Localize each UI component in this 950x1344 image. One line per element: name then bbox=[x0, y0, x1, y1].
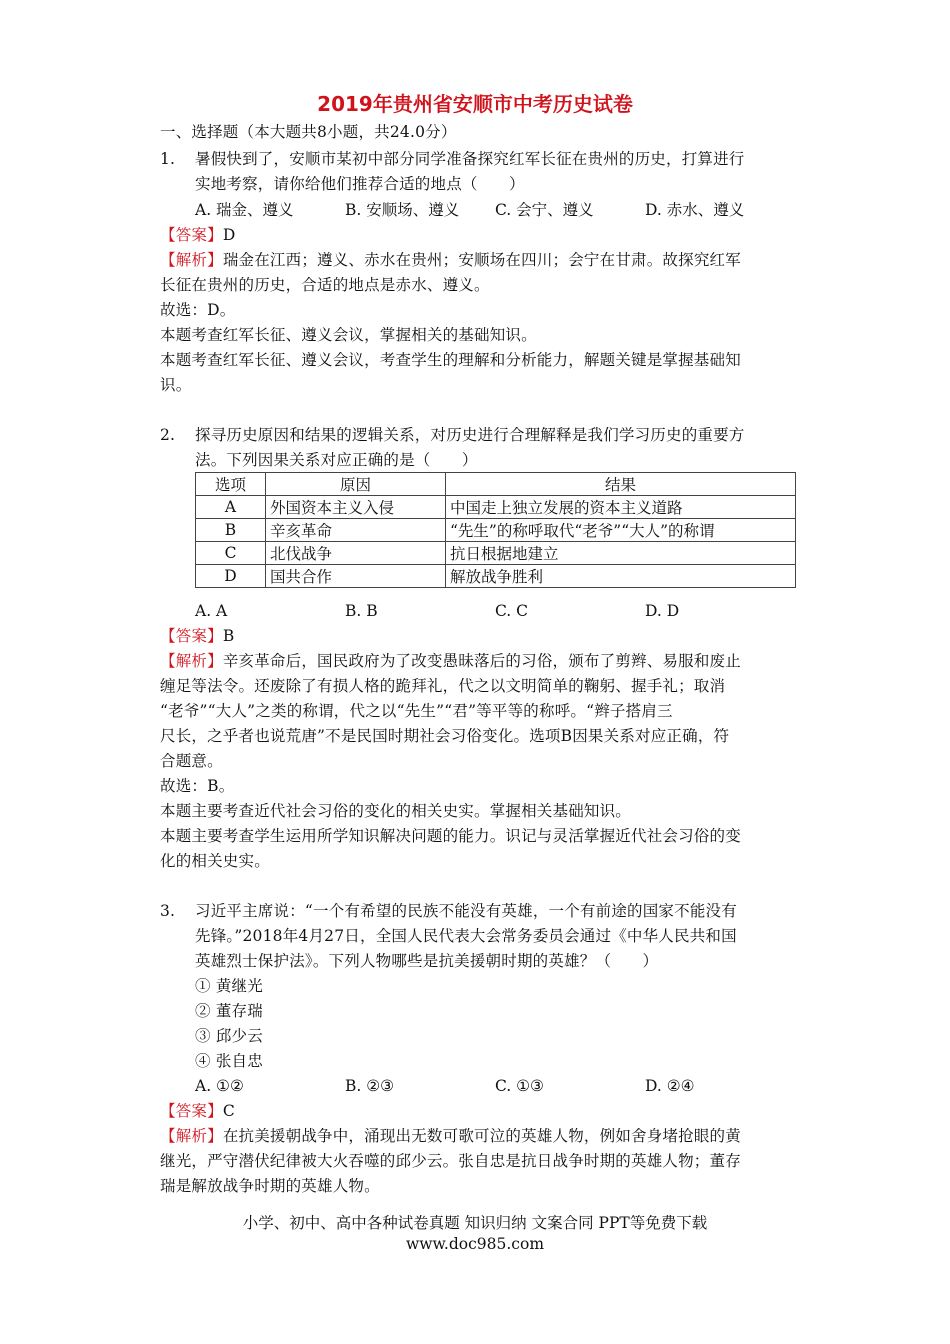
q2-table bbox=[195, 472, 796, 588]
q3-item: ③ 邱少云 bbox=[195, 1027, 263, 1045]
q1-answer-value: D bbox=[222, 226, 236, 244]
q1-note: 本题考查红军长征、遵义会议，考查学生的理解和分析能力，解题关键是掌握基础知 bbox=[160, 351, 741, 369]
q3-stem-line: 英雄烈士保护法》。下列人物哪些是抗美援朝时期的英雄？（ ） bbox=[195, 952, 659, 970]
section-heading: 一、选择题（本大题共8小题，共24.0分） bbox=[160, 123, 457, 141]
analysis-tag: 【解析】 bbox=[160, 652, 223, 670]
table-cell: C bbox=[196, 542, 266, 565]
table-header: 结果 bbox=[446, 473, 796, 496]
q2-analysis-line: 合题意。 bbox=[160, 752, 223, 770]
q2-number: 2. bbox=[160, 426, 176, 444]
q3-stem-line: 先锋。”2018年4月27日，全国人民代表大会常务委员会通过《中华人民共和国 bbox=[195, 927, 737, 945]
table-header: 原因 bbox=[266, 473, 446, 496]
table-cell: A bbox=[196, 496, 266, 519]
q2-stem-line: 法。下列因果关系对应正确的是（ ） bbox=[195, 451, 478, 469]
q2-analysis-line: 尺长，之乎者也说荒唐”不是民国时期社会习俗变化。选项B因果关系对应正确，符 bbox=[160, 727, 730, 745]
q3-analysis-line: 继光，严守潜伏纪律被大火吞噬的邱少云。张自忠是抗日战争时期的英雄人物；董存 bbox=[160, 1152, 741, 1170]
q1-analysis-line: 长征在贵州的历史，合适的地点是赤水、遵义。 bbox=[160, 276, 490, 294]
q1-stem-line: 实地考察，请你给他们推荐合适的地点（ ） bbox=[195, 175, 525, 193]
footer-text: 小学、初中、高中各种试卷真题 知识归纳 文案合同 PPT等免费下载 bbox=[242, 1214, 708, 1232]
q3-option-c: C. ①③ bbox=[495, 1077, 544, 1095]
q1-choose: 故选：D。 bbox=[160, 301, 236, 319]
table-row bbox=[196, 542, 796, 565]
q2-choose: 故选：B。 bbox=[160, 777, 235, 795]
q3-stem-line: 习近平主席说：“一个有希望的民族不能没有英雄，一个有前途的国家不能没有 bbox=[195, 902, 737, 920]
q3-option-d: D. ②④ bbox=[645, 1077, 695, 1095]
table-row bbox=[196, 565, 796, 588]
table-header-row bbox=[196, 473, 796, 496]
table-row bbox=[196, 519, 796, 542]
table-cell: 北伐战争 bbox=[266, 542, 446, 565]
analysis-tag: 【解析】 bbox=[160, 251, 223, 269]
page-title: 2019年贵州省安顺市中考历史试卷 bbox=[317, 92, 633, 116]
q2-note: 本题主要考查学生运用所学知识解决问题的能力。识记与灵活掌握近代社会习俗的变 bbox=[160, 827, 741, 845]
q3-answer-value: C bbox=[222, 1102, 235, 1120]
q3-item: ② 董存瑞 bbox=[195, 1002, 263, 1020]
table-cell: 外国资本主义入侵 bbox=[266, 496, 446, 519]
q1-analysis-line: 瑞金在江西；遵义、赤水在贵州；安顺场在四川；会宁在甘肃。故探究红军 bbox=[222, 251, 741, 269]
q2-option-d: D. D bbox=[645, 602, 680, 620]
analysis-tag: 【解析】 bbox=[160, 1127, 223, 1145]
q3-item: ④ 张自忠 bbox=[195, 1052, 263, 1070]
q1-stem-line: 暑假快到了，安顺市某初中部分同学准备探究红军长征在贵州的历史，打算进行 bbox=[195, 150, 745, 168]
table-cell: “先生”的称呼取代“老爷”“大人”的称谓 bbox=[446, 519, 796, 542]
table-cell: D bbox=[196, 565, 266, 588]
q2-analysis bbox=[160, 649, 800, 674]
q2-option-a: A. A bbox=[195, 602, 228, 620]
footer-url[interactable]: www.doc985.com bbox=[405, 1235, 545, 1253]
q2-answer bbox=[160, 624, 800, 649]
q1-option-d: D. 赤水、遵义 bbox=[645, 201, 745, 219]
table-cell: 国共合作 bbox=[266, 565, 446, 588]
q1-note: 本题考查红军长征、遵义会议，掌握相关的基础知识。 bbox=[160, 326, 537, 344]
q2-option-c: C. C bbox=[495, 602, 529, 620]
q3-analysis-line: 在抗美援朝战争中，涌现出无数可歌可泣的英雄人物，例如舍身堵抢眼的黄 bbox=[222, 1127, 741, 1145]
answer-tag: 【答案】 bbox=[160, 226, 223, 244]
q1-answer bbox=[160, 223, 800, 248]
q1-option-c: C. 会宁、遵义 bbox=[495, 201, 594, 219]
q2-analysis-line: 缠足等法令。还废除了有损人格的跪拜礼，代之以文明简单的鞠躬、握手礼；取消 bbox=[160, 677, 726, 695]
table-row bbox=[196, 496, 796, 519]
q2-stem-line: 探寻历史原因和结果的逻辑关系，对历史进行合理解释是我们学习历史的重要方 bbox=[195, 426, 745, 444]
q3-option-b: B. ②③ bbox=[345, 1077, 395, 1095]
q1-note: 识。 bbox=[160, 376, 192, 394]
table-cell: 抗日根据地建立 bbox=[446, 542, 796, 565]
q1-number: 1. bbox=[160, 150, 176, 168]
q3-analysis-line: 瑞是解放战争时期的英雄人物。 bbox=[160, 1177, 380, 1195]
q1-option-a: A. 瑞金、遵义 bbox=[195, 201, 294, 219]
q3-answer bbox=[160, 1099, 800, 1124]
q1-analysis bbox=[160, 248, 800, 273]
q3-analysis bbox=[160, 1124, 800, 1149]
q2-answer-value: B bbox=[222, 627, 235, 645]
q3-item: ① 黄继光 bbox=[195, 977, 263, 995]
table-cell: 辛亥革命 bbox=[266, 519, 446, 542]
table-cell: B bbox=[196, 519, 266, 542]
q3-number: 3. bbox=[160, 902, 176, 920]
q2-note: 化的相关史实。 bbox=[160, 852, 270, 870]
table-cell: 中国走上独立发展的资本主义道路 bbox=[446, 496, 796, 519]
q1-option-b: B. 安顺场、遵义 bbox=[345, 201, 460, 219]
q3-option-a: A. ①② bbox=[195, 1077, 244, 1095]
table-header: 选项 bbox=[196, 473, 266, 496]
answer-tag: 【答案】 bbox=[160, 627, 223, 645]
answer-tag: 【答案】 bbox=[160, 1102, 223, 1120]
q2-analysis-line: 辛亥革命后，国民政府为了改变愚昧落后的习俗，颁布了剪辫、易服和废止 bbox=[222, 652, 741, 670]
q2-note: 本题主要考查近代社会习俗的变化的相关史实。掌握相关基础知识。 bbox=[160, 802, 632, 820]
table-cell: 解放战争胜利 bbox=[446, 565, 796, 588]
q2-option-b: B. B bbox=[345, 602, 378, 620]
q2-analysis-line: “老爷”“大人”之类的称谓，代之以“先生”“君”等平等的称呼。“辫子搭肩三 bbox=[160, 702, 673, 720]
